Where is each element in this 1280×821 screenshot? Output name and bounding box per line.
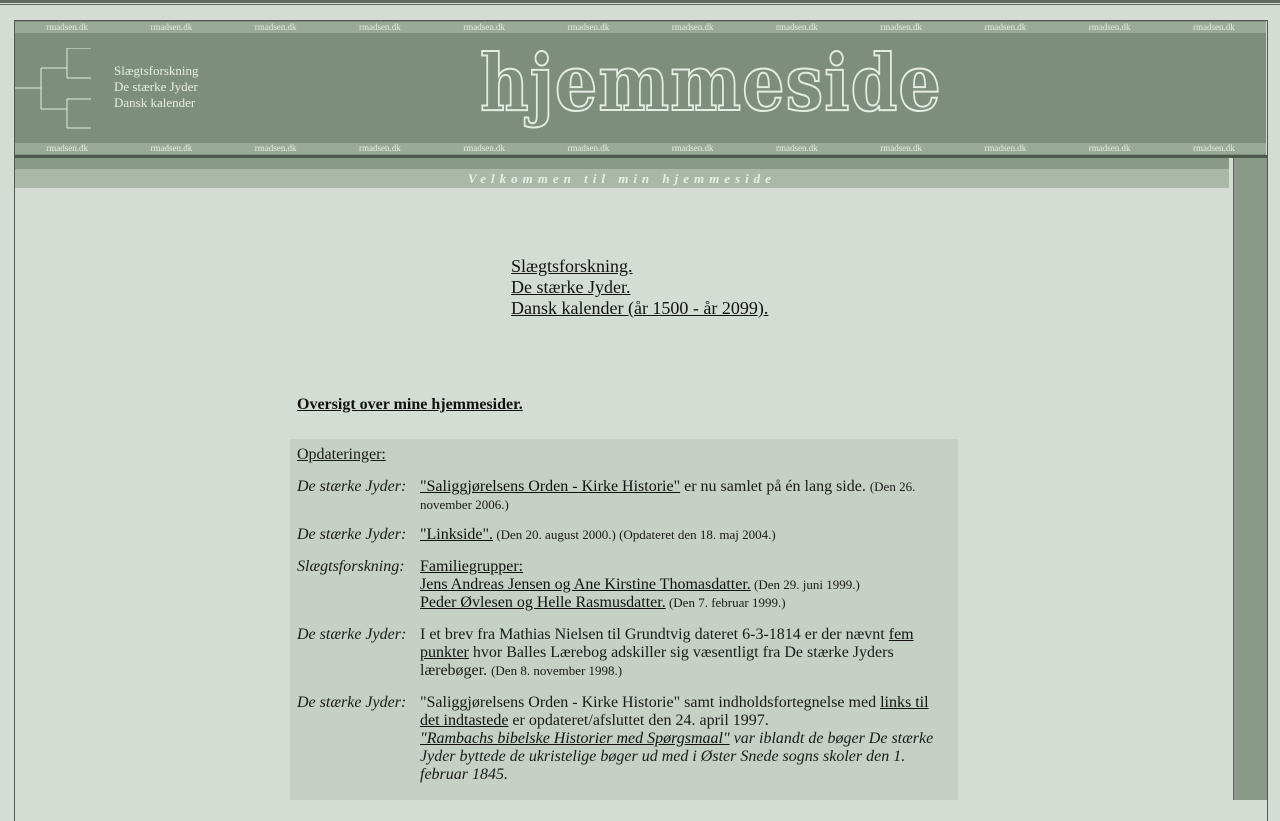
strip-label[interactable]: rmadsen.dk [1193, 22, 1235, 32]
updates-title: Opdateringer: [297, 446, 386, 463]
update-text: I et brev fra Mathias Nielsen til Grundtvig dateret 6-3-1814 er der nævnt [420, 626, 889, 643]
strip-label[interactable]: rmadsen.dk [984, 143, 1027, 153]
header-link-de-staerke-jyder[interactable]: De stærke Jyder [114, 79, 198, 94]
overview-link[interactable]: Oversigt over mine hjemmesider. [297, 396, 523, 413]
bottom-domain-strip [15, 143, 1266, 154]
welcome-banner: Velkommen til min hjemmeside [15, 169, 1229, 188]
header-link-slaegtsforskning[interactable]: Slægtsforskning [114, 63, 199, 78]
update-text: var iblandt de bøger De stærke Jyder byttede de ukristelige bøger ud med i Øster Snede sogns skoler den 1. februar 1845. [420, 730, 934, 783]
update-label: De stærke Jyder: [297, 478, 407, 495]
welcome-top-bar [15, 158, 1229, 169]
strip-label[interactable]: rmadsen.dk [254, 22, 297, 32]
update-link[interactable]: links til det indtastede [420, 694, 929, 729]
strip-label[interactable]: rmadsen.dk [1088, 143, 1131, 153]
strip-label[interactable]: rmadsen.dk [463, 22, 505, 32]
update-link[interactable]: "Rambachs bibelske Historier med Spørgsmaal" [420, 730, 730, 747]
main-link-slaegtsforskning[interactable]: Slægtsforskning. [511, 256, 633, 276]
update-text: er nu samlet på én lang side. [680, 478, 870, 495]
strip-label[interactable]: rmadsen.dk [880, 143, 922, 153]
update-date: (Den 7. februar 1999.) [665, 595, 786, 610]
strip-label[interactable]: rmadsen.dk [567, 143, 610, 153]
update-date: (Den 29. juni 1999.) [750, 577, 860, 592]
update-link[interactable]: "Linkside". [420, 526, 494, 543]
update-date: (Den 26. november 2006.) [420, 479, 916, 512]
strip-label[interactable]: rmadsen.dk [254, 143, 297, 153]
update-label: De stærke Jyder: [297, 626, 407, 643]
update-link[interactable]: "Saliggjørelsens Orden - Kirke Historie" [420, 478, 681, 495]
update-text: "Saliggjørelsens Orden - Kirke Historie" samt indholdsfortegnelse med [420, 694, 881, 711]
strip-label[interactable]: rmadsen.dk [46, 22, 88, 32]
update-label: Slægtsforskning: [297, 558, 405, 575]
header-link-dansk-kalender[interactable]: Dansk kalender [114, 95, 196, 110]
main-link-de-staerke-jyder[interactable]: De stærke Jyder. [511, 277, 631, 297]
strip-label[interactable]: rmadsen.dk [463, 143, 505, 153]
strip-label[interactable]: rmadsen.dk [359, 143, 401, 153]
top-domain-strip [15, 22, 1266, 33]
header-nav [114, 63, 199, 111]
strip-label[interactable]: rmadsen.dk [1193, 143, 1235, 153]
strip-label[interactable]: rmadsen.dk [150, 143, 193, 153]
strip-label[interactable]: rmadsen.dk [1088, 22, 1131, 32]
strip-label[interactable]: rmadsen.dk [359, 22, 401, 32]
main-link-dansk-kalender[interactable]: Dansk kalender (år 1500 - år 2099). [511, 298, 769, 318]
update-date: (Den 8. november 1998.) [491, 663, 623, 678]
update-date: (Den 20. august 2000.) (Opdateret den 18. maj 2004.) [493, 527, 776, 542]
update-heading-link[interactable]: Familiegrupper: [420, 558, 524, 575]
strip-label[interactable]: rmadsen.dk [46, 143, 88, 153]
update-link[interactable]: Peder Øvlesen og Helle Rasmusdatter. [420, 594, 666, 611]
strip-label[interactable]: rmadsen.dk [880, 22, 922, 32]
top-rule-thin [0, 4, 1280, 5]
strip-label[interactable]: rmadsen.dk [671, 22, 714, 32]
update-link[interactable]: fem punkter [420, 626, 914, 661]
strip-label[interactable]: rmadsen.dk [776, 22, 818, 32]
strip-label[interactable]: rmadsen.dk [776, 143, 818, 153]
main-links [511, 256, 768, 319]
strip-label[interactable]: rmadsen.dk [567, 22, 610, 32]
update-link[interactable]: Jens Andreas Jensen og Ane Kirstine Thomasdatter. [420, 576, 751, 593]
right-sidebar [1233, 158, 1267, 800]
family-tree-icon [15, 48, 95, 130]
update-text: hvor Balles Lærebog adskiller sig væsentligt fra De stærke Jyders lærebøger. [420, 644, 894, 679]
strip-label[interactable]: rmadsen.dk [150, 22, 193, 32]
top-rule [0, 0, 1280, 3]
update-label: De stærke Jyder: [297, 694, 407, 711]
strip-label[interactable]: rmadsen.dk [984, 22, 1027, 32]
strip-label[interactable]: rmadsen.dk [671, 143, 714, 153]
update-label: De stærke Jyder: [297, 526, 407, 543]
site-logo: hjemmeside [480, 38, 942, 129]
update-text: er opdateret/afsluttet den 24. april 1997. [508, 712, 769, 729]
